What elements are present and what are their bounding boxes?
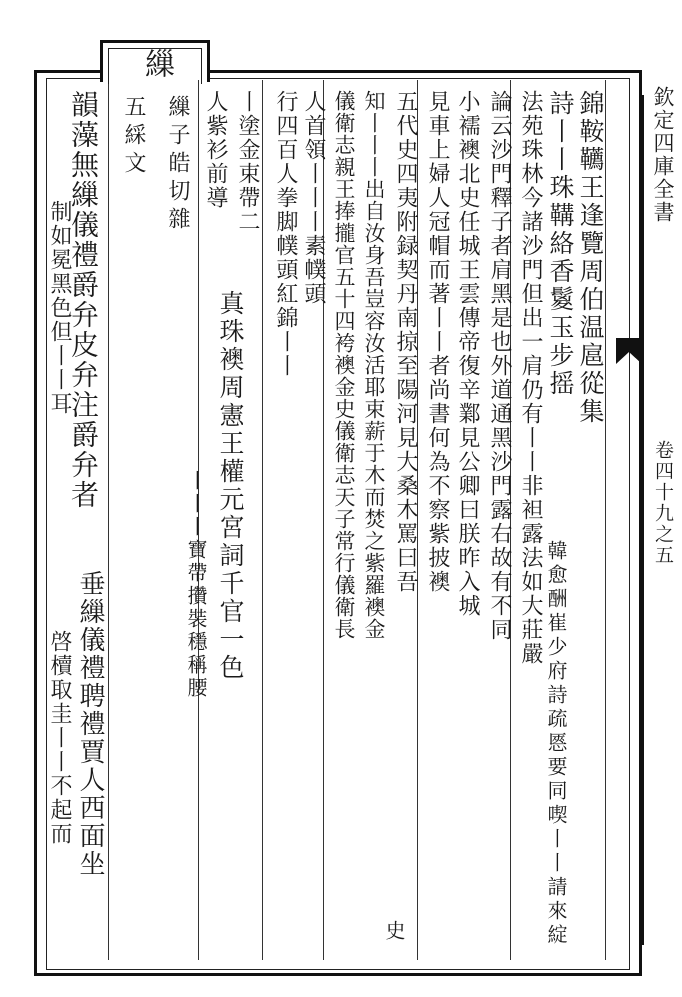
text-column-17: 五綵文 [121, 95, 146, 179]
shi-label: 史 [382, 920, 406, 943]
column-rule [108, 84, 109, 960]
text-column-6: 見車上婦人冠帽而著丨丨者尚書何為不察紫披襖 [425, 90, 450, 594]
text-column-10: 人首領丨丨丨素幞頭 [301, 90, 326, 306]
collection-title: 欽定四庫全書 [651, 86, 675, 224]
text-column-21: 啓櫝取圭丨丨不起而 [47, 630, 72, 846]
text-column-18: 韻藻無繅儀禮爵弁皮弁注爵弁者 [67, 90, 100, 510]
fishtail-mark-icon [616, 330, 642, 372]
text-column-12: 丨塗金束帶二 [235, 90, 260, 234]
text-column-15: 人紫衫前導 [203, 90, 228, 210]
margin-rule [642, 95, 644, 945]
volume-label: 卷四十九之五 [652, 440, 674, 566]
ci-annotation: 韓愈酬崔少府詩疏㥦要同喫丨丨請來綻 [544, 540, 568, 948]
text-column-20: 垂繅儀禮聘禮賈人西面坐 [75, 570, 105, 878]
text-column-4: 論云沙門釋子者肩黑是也外道通黑沙門露右故有不同 [487, 90, 512, 642]
text-column-14: 丨丨丨寶帶攢裝穩稱腰 [184, 470, 208, 700]
text-column-5: 小襦襖北史任城王雲傳帝復辛鄴見公卿曰朕昨入城 [455, 90, 480, 618]
text-column-8: 知丨丨丨出自汝身吾豈容汝活耶束薪于木而焚之紫羅襖金 [362, 90, 386, 640]
text-column-1: 錦鞍韉王逢覽周伯温扈從集 [576, 90, 605, 426]
text-column-19: 制如冕黑色但丨丨耳 [47, 200, 72, 416]
headword-tab-label: 繅 [139, 48, 174, 79]
text-column-2: 詩丨丨珠鞲絡香鬉玉步摇 [546, 90, 575, 398]
text-column-7: 五代史四夷附録契丹南掠至陽河見大桑木罵曰吾 [393, 90, 418, 594]
text-column-16: 繅子皓切雜 [165, 95, 190, 235]
text-column-9: 儀衛志親王捧攏官五十四袴襖金史儀衛志天子常行儀衛長 [332, 90, 356, 640]
text-column-13: 真珠襖周憲王權元宮詞千官一色 [216, 290, 245, 682]
text-column-11: 行四百人拳脚幞頭紅錦丨丨 [273, 90, 298, 378]
text-column-3: 法苑珠林今諸沙門但出一肩仍有丨丨非袒露法如大莊嚴 [518, 90, 543, 666]
